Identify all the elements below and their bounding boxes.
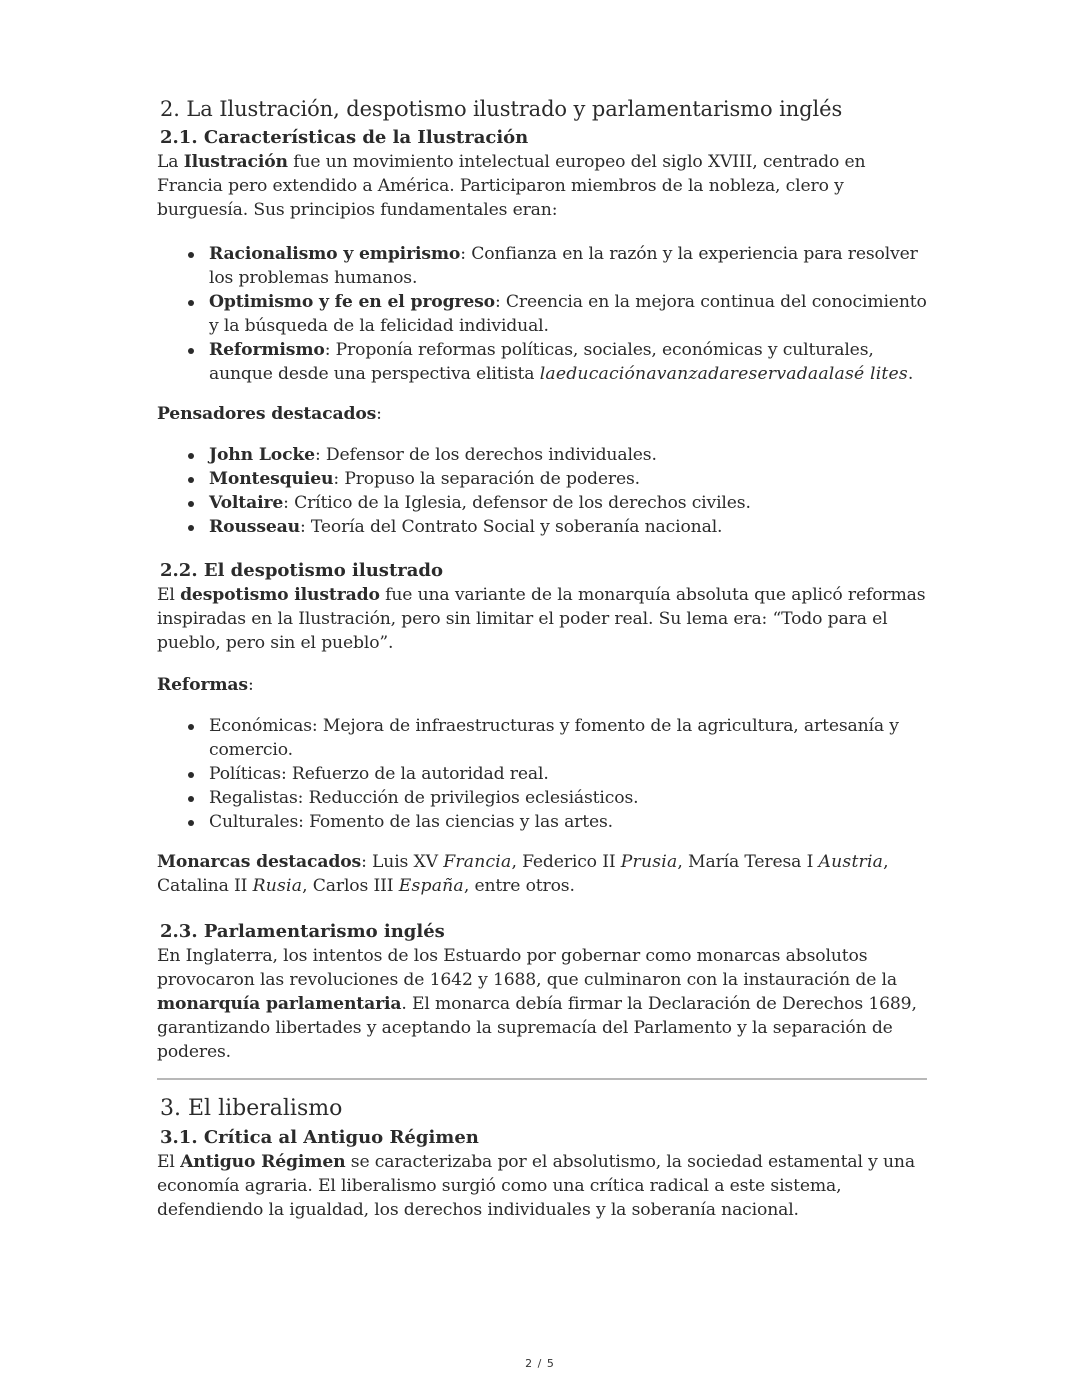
bullet-icon — [188, 252, 194, 258]
despotism-intro-paragraph: El despotismo ilustrado fue una variante de la monarquía absoluta que aplicó reformas inspiradas en la Ilustración, pero sin limitar el poder real. Su lema era: “Todo para el pueblo, pero sin el pueblo”. — [157, 585, 926, 653]
bullet-icon — [188, 300, 194, 306]
list-item: Regalistas: Reducción de privilegios eclesiásticos. — [209, 786, 927, 810]
section-divider — [157, 1078, 927, 1080]
subsection-2-1-heading: 2.1. Características de la Ilustración — [160, 127, 529, 148]
bullet-icon — [188, 501, 194, 507]
list-item: John Locke: Defensor de los derechos individuales. — [209, 443, 927, 467]
principles-list — [157, 242, 927, 386]
subsection-2-3-heading: 2.3. Parlamentarismo inglés — [160, 921, 445, 942]
parliamentarism-paragraph: En Inglaterra, los intentos de los Estuardo por gobernar como monarcas absolutos provocaron las revoluciones de 1642 y 1688, que culminaron con la instauración de la monarquía parlamentaria. El monarca debía firmar la Declaración de Derechos 1689, garantizando libertades y aceptando la supremacía del Parlamento y la separación de poderes. — [157, 946, 917, 1062]
list-item: Optimismo y fe en el progreso: Creencia en la mejora continua del conocimiento y la búsqueda de la felicidad individual. — [209, 290, 927, 338]
subsection-3-1-heading: 3.1. Crítica al Antiguo Régimen — [160, 1127, 479, 1148]
thinkers-list — [157, 443, 927, 539]
bullet-icon — [188, 477, 194, 483]
old-regime-paragraph: El Antiguo Régimen se caracterizaba por el absolutismo, la sociedad estamental y una economía agraria. El liberalismo surgió como una crítica radical a este sistema, defendiendo la igualdad, los derechos individuales y la soberanía nacional. — [157, 1152, 915, 1220]
section-3-heading: 3. El liberalismo — [160, 1096, 343, 1121]
bullet-icon — [188, 772, 194, 778]
bullet-icon — [188, 724, 194, 730]
math-expression: laeducaciónavanzadareservadaalasé lites — [539, 364, 908, 384]
bullet-icon — [188, 525, 194, 531]
reforms-label: Reformas: — [157, 675, 254, 695]
list-item: Rousseau: Teoría del Contrato Social y soberanía nacional. — [209, 515, 927, 539]
document-page — [157, 94, 927, 1222]
list-item: Montesquieu: Propuso la separación de poderes. — [209, 467, 927, 491]
page-number: 2 / 5 — [525, 1357, 555, 1370]
list-item: Racionalismo y empirismo: Confianza en la razón y la experiencia para resolver los problemas humanos. — [209, 242, 927, 290]
bullet-icon — [188, 820, 194, 826]
illustration-intro-paragraph: La Ilustración fue un movimiento intelectual europeo del siglo XVIII, centrado en Francia pero extendido a América. Participaron miembros de la nobleza, clero y burguesía. Sus principios fundamentales eran: — [157, 152, 866, 220]
subsection-2-2-heading: 2.2. El despotismo ilustrado — [160, 560, 443, 581]
list-item: Políticas: Refuerzo de la autoridad real. — [209, 762, 927, 786]
bullet-icon — [188, 348, 194, 354]
monarchs-paragraph: Monarcas destacados: Luis XV Francia, Federico II Prusia, María Teresa I Austria, Catalina II Rusia, Carlos III España, entre otros. — [157, 852, 889, 896]
bullet-icon — [188, 796, 194, 802]
bullet-icon — [188, 453, 194, 459]
list-item: Culturales: Fomento de las ciencias y las artes. — [209, 810, 927, 834]
section-2-heading: 2. La Ilustración, despotismo ilustrado y parlamentarismo inglés — [160, 97, 843, 121]
list-item: Voltaire: Crítico de la Iglesia, defensor de los derechos civiles. — [209, 491, 927, 515]
list-item: Económicas: Mejora de infraestructuras y fomento de la agricultura, artesanía y comercio. — [209, 714, 927, 762]
thinkers-label: Pensadores destacados: — [157, 404, 382, 424]
reforms-list — [157, 714, 927, 834]
list-item: Reformismo: Proponía reformas políticas, sociales, económicas y culturales, aunque desde una perspectiva elitista laeducaciónavanzadareservadaalasé lites. — [209, 338, 927, 386]
